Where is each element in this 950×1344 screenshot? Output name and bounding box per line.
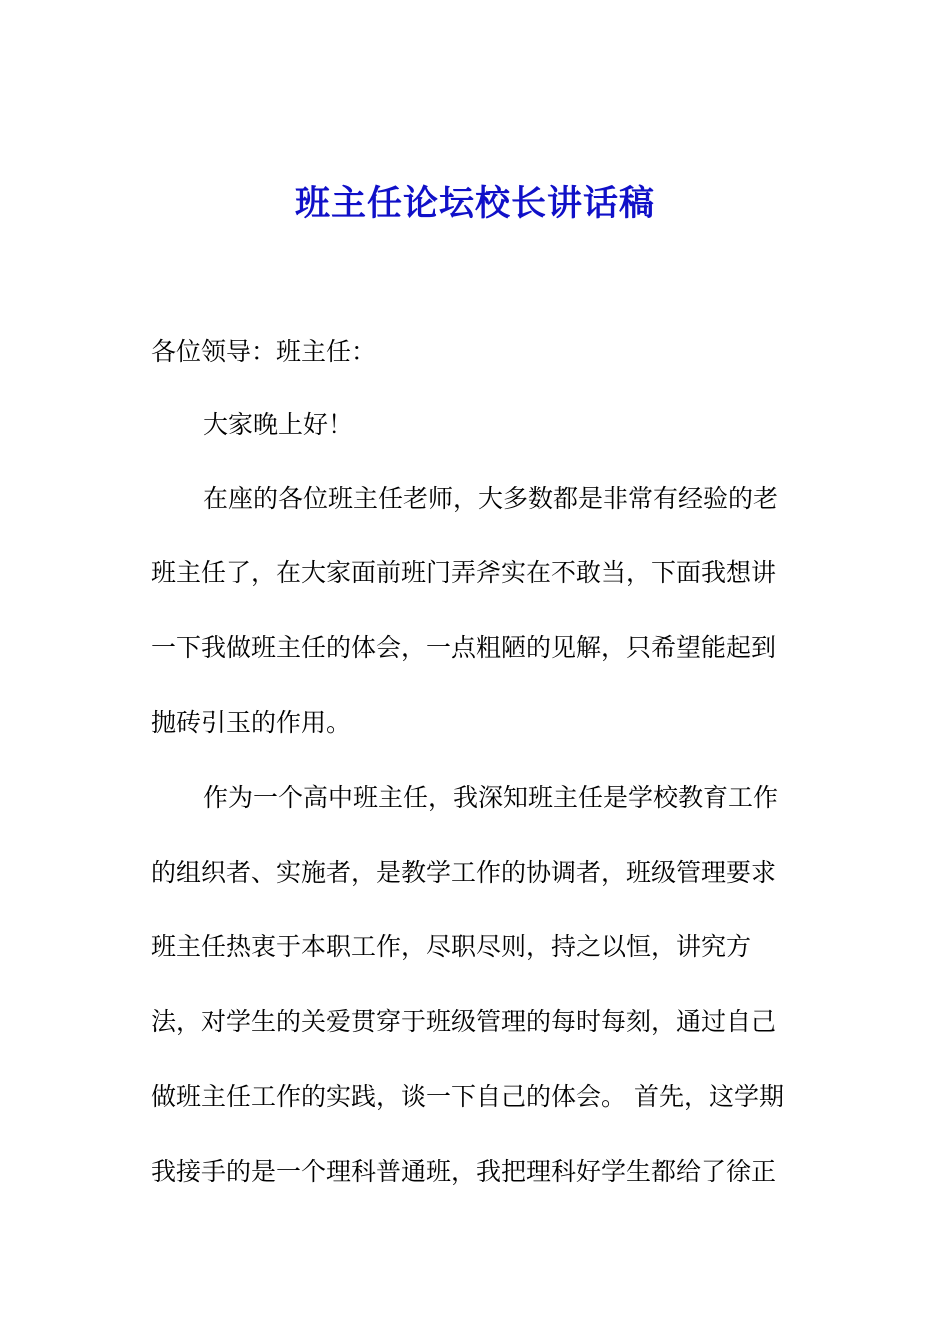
paragraph-line: 作为一个高中班主任，我深知班主任是学校教育工作 xyxy=(203,783,779,812)
greeting: 大家晚上好！ xyxy=(203,410,354,439)
paragraph-line: 班主任了，在大家面前班门弄斧实在不敢当，下面我想讲 xyxy=(151,558,777,587)
paragraph-line: 法，对学生的关爱贯穿于班级管理的每时每刻，通过自己 xyxy=(151,1007,777,1036)
paragraph-line: 的组织者、实施者，是教学工作的协调者，班级管理要求 xyxy=(151,858,777,887)
document-title: 班主任论坛校长讲话稿 xyxy=(294,183,655,224)
salutation: 各位领导：班主任： xyxy=(151,337,377,366)
paragraph-line: 一下我做班主任的体会，一点粗陋的见解，只希望能起到 xyxy=(151,633,777,662)
paragraph-line: 抛砖引玉的作用。 xyxy=(151,708,352,737)
paragraph-line: 班主任热衷于本职工作，尽职尽则，持之以恒，讲究方 xyxy=(151,932,752,961)
paragraph-line: 我接手的是一个理科普通班，我把理科好学生都给了徐正 xyxy=(151,1157,777,1186)
paragraph-line: 做班主任工作的实践，谈一下自己的体会。 首先，这学期 xyxy=(151,1082,784,1111)
paragraph-line: 在座的各位班主任老师，大多数都是非常有经验的老 xyxy=(203,484,779,513)
